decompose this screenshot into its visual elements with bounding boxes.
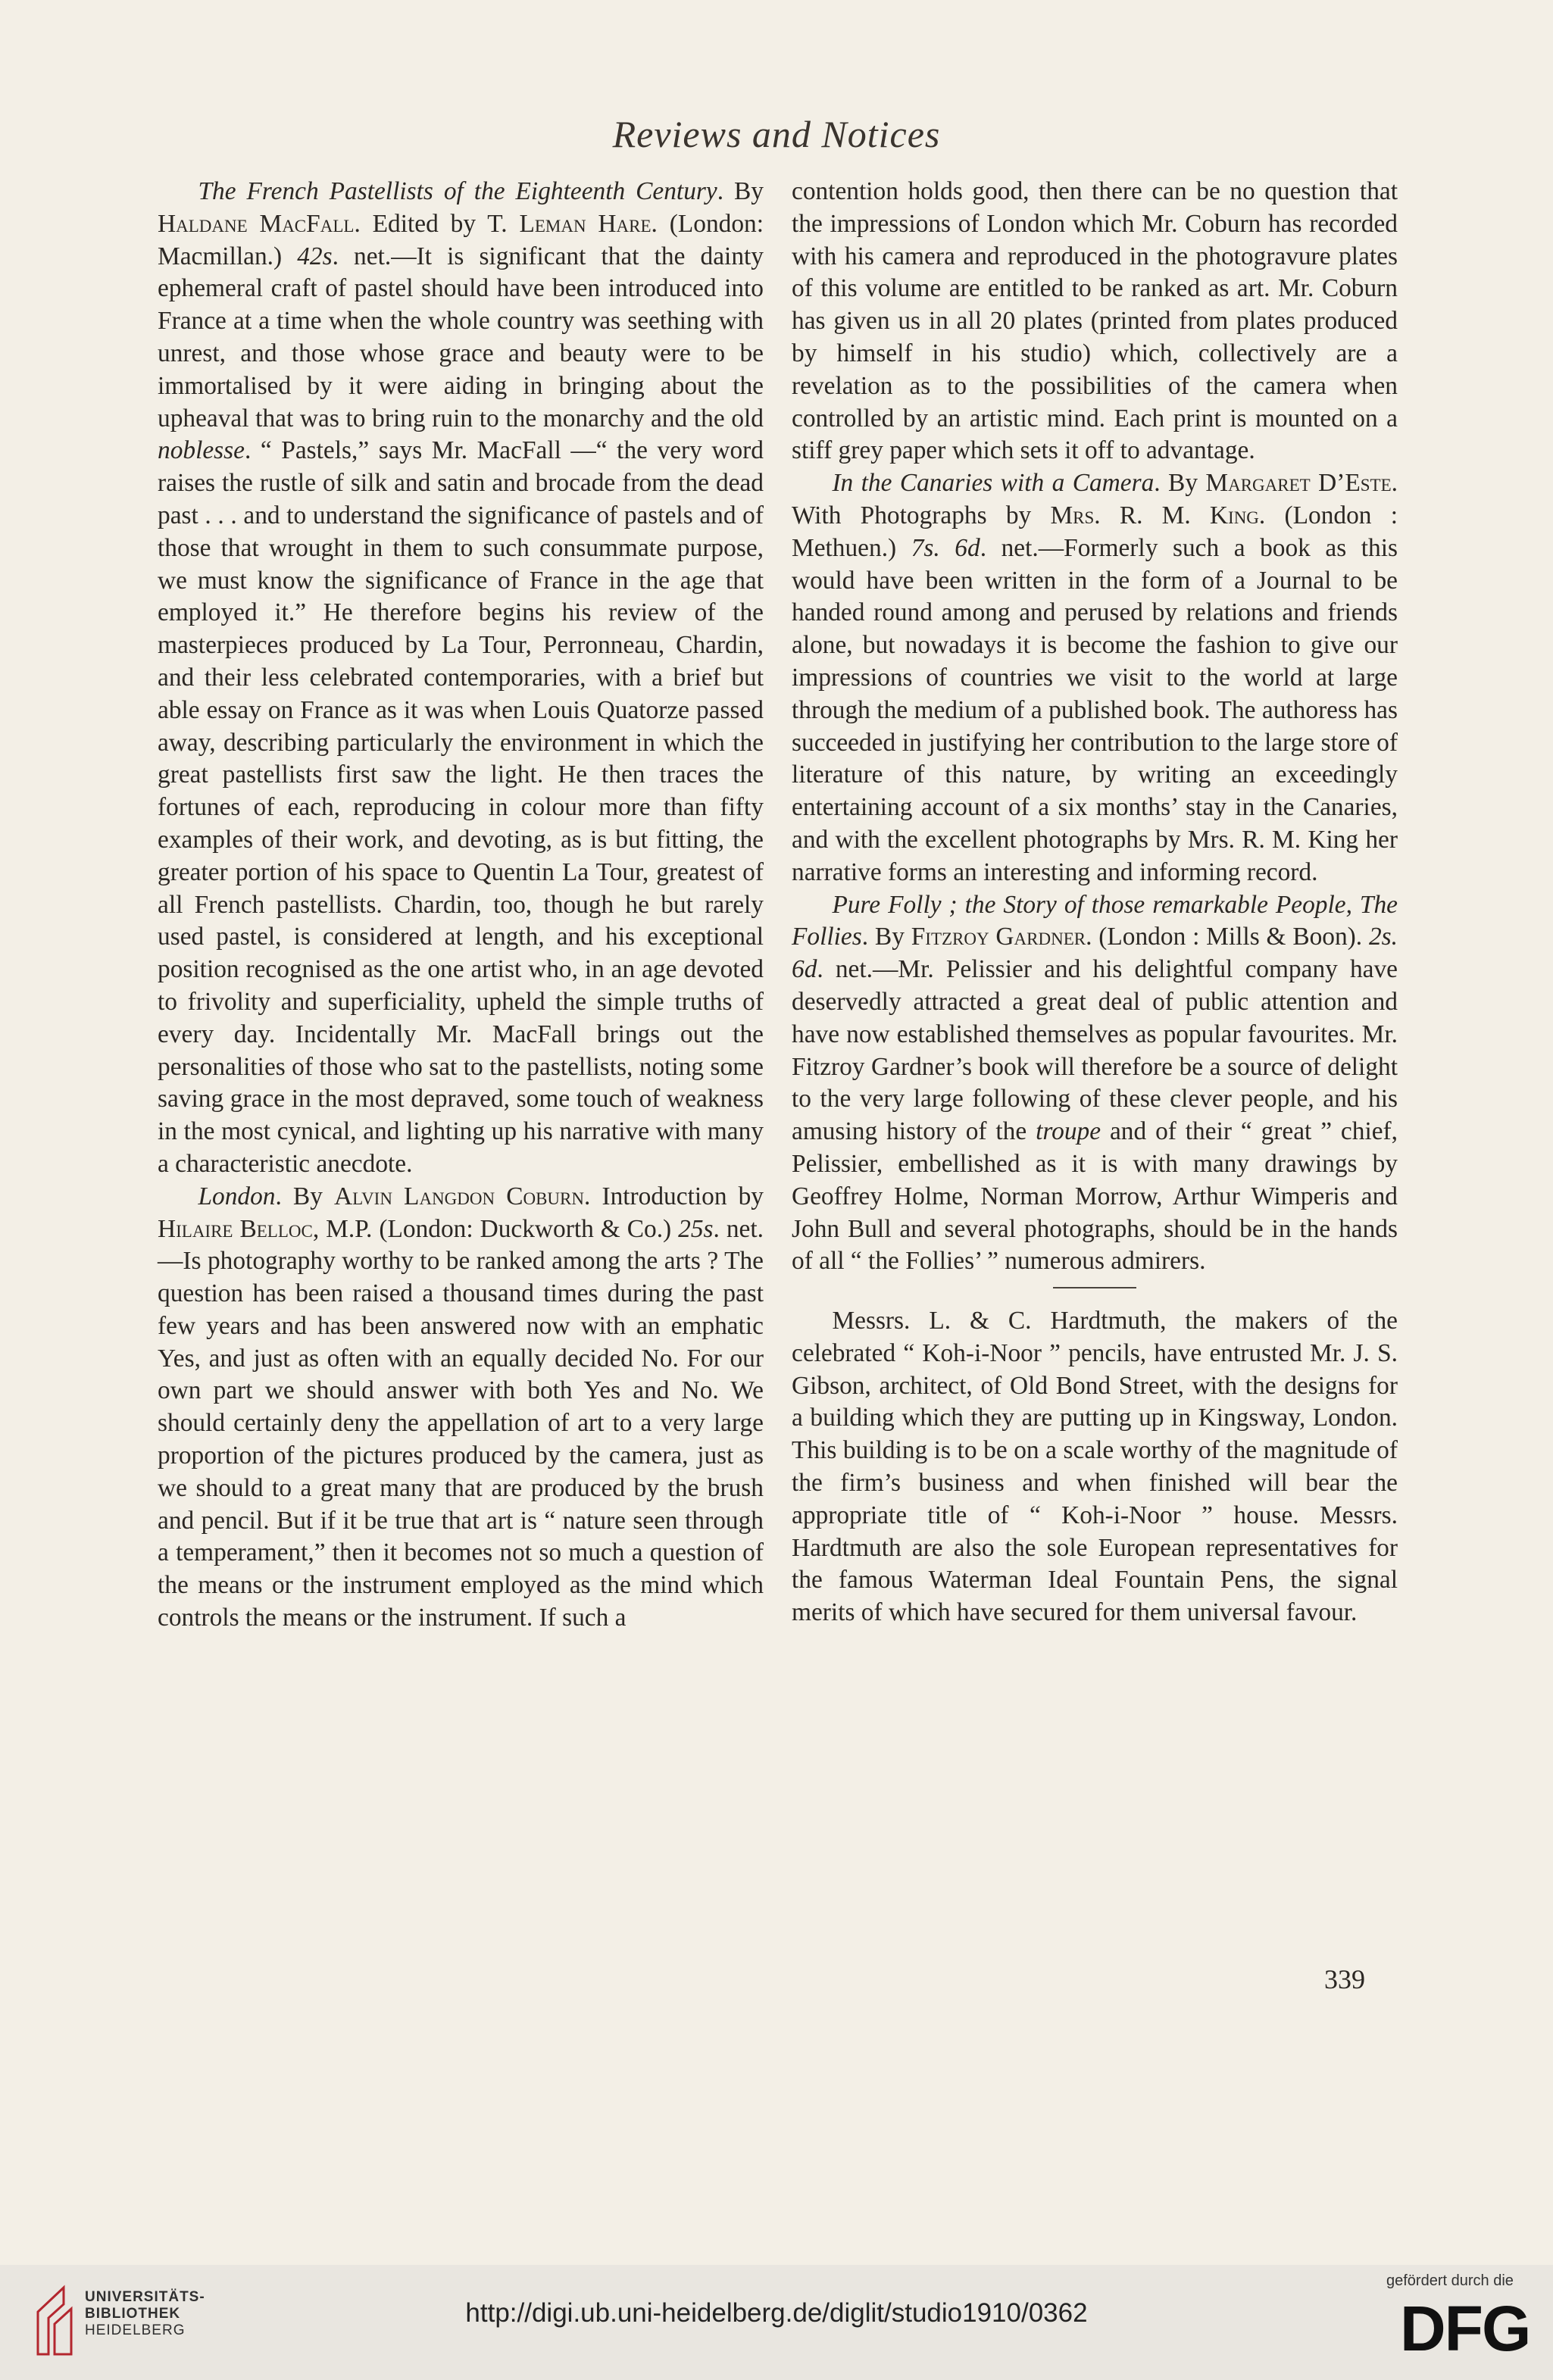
text-run: . By [1154,469,1206,498]
funding-note: gefördert durch die [1386,2272,1514,2289]
text-run: Fitzroy Gardner [911,923,1086,951]
left-column [158,176,764,1635]
text-run: 25s [678,1214,714,1243]
source-url-link[interactable]: http://digi.ub.uni-heidelberg.de/diglit/studio1910/0362 [465,2298,1088,2328]
text-run: noblesse [158,436,245,465]
page-number: 339 [1324,1964,1365,1994]
text-run: and of their “ great ” chief, Pelissier, embellished as it is with many drawings by Geoffrey Holme, Norman Morrow, Arthur Wimperis and John Bull and several photographs, should be in the hands of all “ the Follies’ ” numerous admirers. [792,1117,1398,1276]
text-run: 42s [297,242,333,270]
text-run: , M.P. (London: Duckworth & Co.) [312,1214,679,1243]
review-pastellists [158,176,764,1181]
text-run: In the Canaries with a Camera [832,469,1155,498]
text-run: . net.—Mr. Pelissier and his delightful company have deservedly attracted a great deal of public attention and have now established themselves as popular favourites. Mr. Fitzroy Gardner’s book will therefore be a source of delight to the very large following of these clever people, and his amusing history of the [792,955,1398,1146]
text-run: London [198,1182,276,1210]
section-divider [1053,1287,1136,1288]
text-run: Mrs. R. M. King [1050,501,1259,529]
text-run: . Edited by T. [354,209,520,238]
running-header: Reviews and Notices [612,113,941,155]
text-run: Hilaire Belloc [158,1214,313,1243]
text-run: . “ Pastels,” says Mr. MacFall —“ the very word raises the rustle of silk and satin and brocade from the dead past . . . and to understand the significance of pastels and of those that wrought in them to such consummate purpose, we must know the significance of France in the age that employed it.” He therefore begins his review of the masterpieces produced by La Tour, Perronneau, Chardin, and their less celebrated contemporaries, with a brief but able essay on France as it was when Louis Quatorze passed away, describing particularly the environment in which the great pastellists first saw the light. He then traces the fortunes of each, reproducing in colour more than fifty examples of their work, and devoting, as is but fitting, the greater portion of his space to Quentin La Tour, greatest of all French pastellists. Chardin, too, though he but rarely used pastel, is considered at length, and his exceptional position recognised as the one artist who, in an age devoted to frivolity and superficiality, upheld the simple truths of every day. Incidentally Mr. MacFall brings out the personalities of those who sat to the pastellists, noting some saving grace in the most depraved, some touch of weakness in the most cynical, and lighting up his narrative with many a characteristic anecdote. [158,436,764,1178]
review-canaries [792,467,1398,889]
text-run: . By [861,923,911,951]
text-run: Haldane MacFall [158,209,355,238]
text-run: . net.—Is photography worthy to be ranked among the arts ? The question has been raised a thousand times during the past few years and has been answered now with an emphatic Yes, and just as often with an equally decided No. For our own part we should answer with both Yes and No. We should certainly deny the appellation of art to a very large proportion of the pictures produced by the camera, just as we should to a great many that are produced by the brush and pencil. But if it be true that art is “ nature seen through a temperament,” then it becomes not so much a question of the means or the instrument employed as the mind which controls the means or the instrument. If such a [158,1214,764,1632]
review-london [158,1181,764,1635]
text-run: . Introduction by [584,1182,764,1210]
notice-hardtmuth: Messrs. L. & C. Hardtmuth, the makers of the celebrated “ Koh-i-Noor ” pencils, have entrusted Mr. J. S. Gibson, architect, of Old Bond Street, with the designs for a building which they are putting up in Kingsway, London. This building is to be on a scale worthy of the magnitude of the firm’s business and when finished will bear the appropriate title of “ Koh-i-Noor ” house. Messrs. Hardtmuth are also the sole European representatives for the famous Waterman Ideal Fountain Pens, the signal merits of which have secured for them universal favour. [792,1307,1398,1627]
text-run: . net.—It is significant that the dainty ephemeral craft of pastel should have been introduced into France at a time when the whole country was seething with unrest, and those whose grace and beauty were to be immortalised by it were aiding in bringing about the upheaval that was to bring ruin to the monarchy and the old [158,242,764,433]
text-run: The French Pastellists of the Eighteenth Century [198,177,717,205]
text-run: troupe [1036,1117,1101,1146]
text-run: Margaret D’Este [1205,469,1392,498]
review-pure-folly [792,889,1398,1279]
text-run: . (London: Macmillan.) [158,209,764,270]
text-run: Alvin Langdon Coburn [334,1182,584,1210]
text-run: . (London : Mills & Boon). [1086,923,1369,951]
review-london-continued: contention holds good, then there can be no question that the impressions of London which Mr. Coburn has recorded with his camera and reproduced in the photogravure plates of this volume are entitled to be ranked as art. Mr. Coburn has given us in all 20 plates (printed from plates produced by himself in his studio) which, collectively are a revelation as to the possibilities of the camera when controlled by an artistic mind. Each print is mounted on a stiff grey paper which sets it off to advantage. [792,177,1398,465]
text-run: . By [275,1182,335,1210]
text-run: Pure Folly ; the Story of those remarkable People, The Follies [792,890,1398,951]
text-run: 2s. 6d [792,923,1398,984]
text-run: . By [717,177,764,205]
text-run: Leman Hare [519,209,652,238]
text-run: . net.—Formerly such a book as this would have been written in the form of a Journal to be handed round among and perused by relations and friends alone, but nowadays it is become the fashion to give our impressions of countries we visit to the world at large through the medium of a published book. The authoress has succeeded in justifying her contribution to the large store of literature of this nature, by writing an exceedingly entertaining account of a six months’ stay in the Canaries, and with the excellent photographs by Mrs. R. M. King her narrative forms an interesting and informing record. [792,533,1398,886]
library-name: UNIVERSITÄTS- BIBLIOTHEK HEIDELBERG [85,2289,205,2338]
right-column [792,176,1398,1629]
text-run: . With Photographs by [792,469,1398,529]
digitization-footer [0,2265,1553,2380]
dfg-logo: DFG [1400,2293,1530,2364]
text-run: . (London : Methuen.) [792,501,1398,562]
text-run: 7s. 6d [911,533,980,562]
